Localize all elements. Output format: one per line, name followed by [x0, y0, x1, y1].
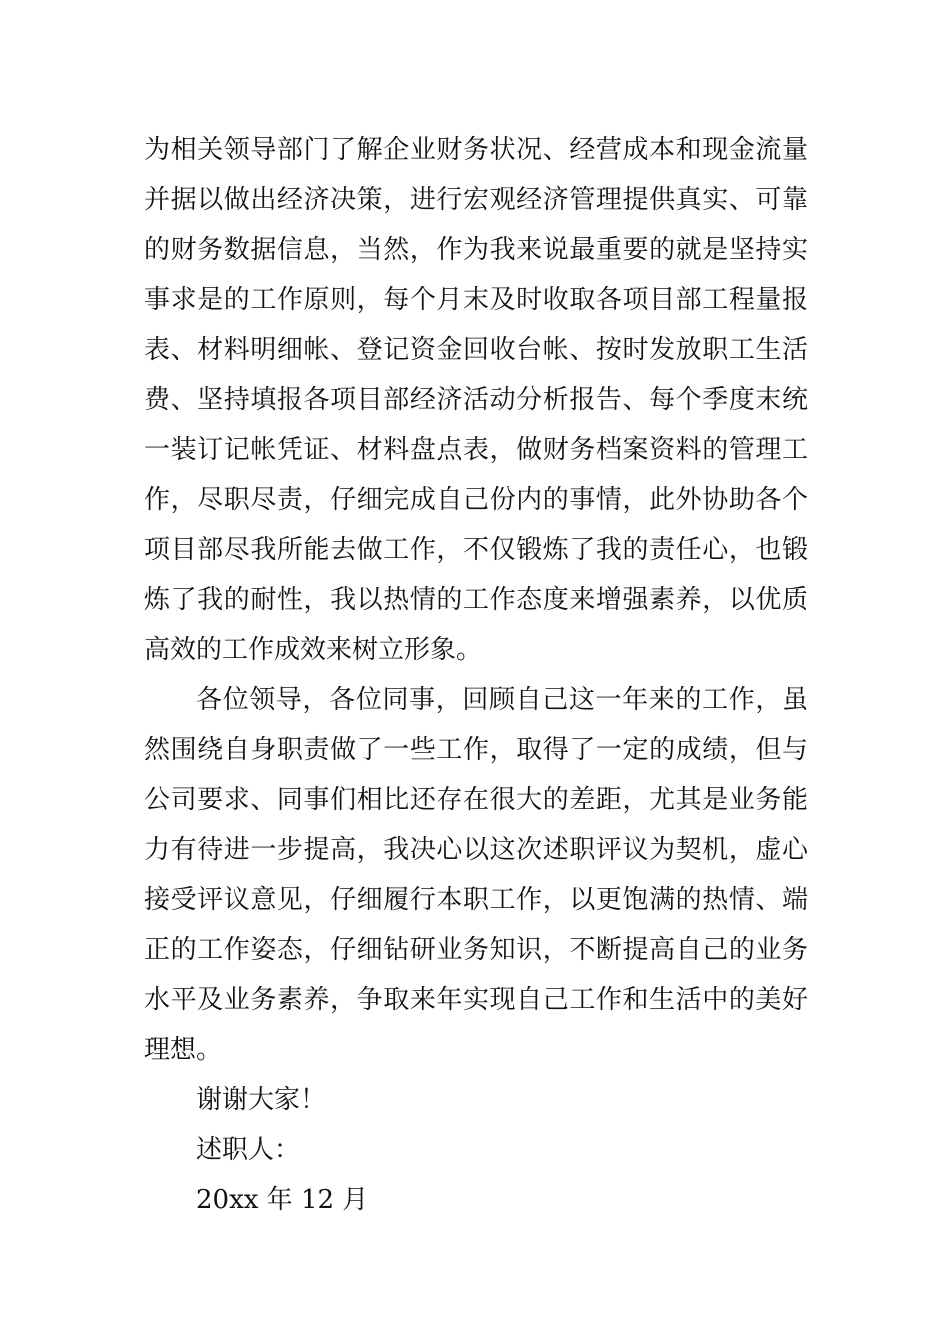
paragraph-1-line-5: 表、材料明细帐、登记资金回收台帐、按时发放职工生活 — [144, 335, 808, 365]
paragraph-2-line-4: 力有待进一步提高，我决心以这次述职评议为契机，虚心 — [144, 835, 808, 865]
paragraph-1-line-10: 炼了我的耐性，我以热情的工作态度来增强素养，以优质 — [144, 585, 808, 615]
paragraph-2-line-8: 理想。 — [144, 1035, 223, 1065]
paragraph-1-line-6: 费、坚持填报各项目部经济活动分析报告、每个季度末统 — [144, 385, 808, 415]
closing-signer-label: 述职人： — [196, 1135, 301, 1165]
paragraph-1-line-8: 作，尽职尽责，仔细完成自己份内的事情，此外协助各个 — [144, 485, 808, 515]
paragraph-1-line-4: 事求是的工作原则，每个月末及时收取各项目部工程量报 — [144, 285, 808, 315]
paragraph-1-line-2: 并据以做出经济决策，进行宏观经济管理提供真实、可靠 — [144, 185, 808, 215]
paragraph-2-line-3: 公司要求、同事们相比还存在很大的差距，尤其是业务能 — [144, 785, 808, 815]
paragraph-1-line-3: 的财务数据信息，当然，作为我来说最重要的就是坚持实 — [144, 235, 808, 265]
paragraph-1-line-9: 项目部尽我所能去做工作，不仅锻炼了我的责任心，也锻 — [144, 535, 808, 565]
paragraph-1-line-11: 高效的工作成效来树立形象。 — [144, 635, 483, 665]
closing-thanks: 谢谢大家！ — [196, 1085, 327, 1115]
paragraph-1-line-7: 一装订记帐凭证、材料盘点表，做财务档案资料的管理工 — [144, 435, 808, 465]
paragraph-2-line-5: 接受评议意见，仔细履行本职工作，以更饱满的热情、端 — [144, 885, 808, 915]
paragraph-2-line-6: 正的工作姿态，仔细钻研业务知识，不断提高自己的业务 — [144, 935, 808, 965]
closing-date: 20xx 年 12 月 — [196, 1185, 369, 1215]
paragraph-2-line-2: 然围绕自身职责做了一些工作，取得了一定的成绩，但与 — [144, 735, 808, 765]
paragraph-1-line-1: 为相关领导部门了解企业财务状况、经营成本和现金流量 — [144, 135, 808, 165]
paragraph-2-line-1: 各位领导，各位同事，回顾自己这一年来的工作，虽 — [196, 685, 808, 715]
paragraph-2-line-7: 水平及业务素养，争取来年实现自己工作和生活中的美好 — [144, 985, 808, 1015]
